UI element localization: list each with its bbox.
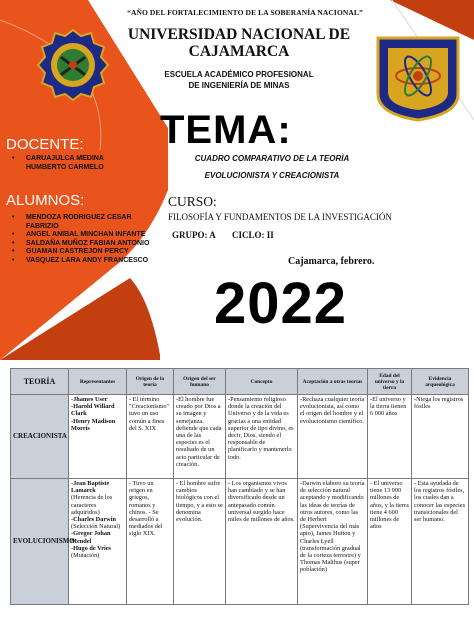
school-line-1: ESCUELA ACADÉMICO PROFESIONAL: [164, 70, 314, 79]
university-logo: [374, 34, 462, 122]
concept-cell: -Pensamiento religioso donde la creación del Universo y de la vida es gracias a una entidad superior de tipo divino, es decir, Dios, siendo el responsable de planificarlo y mantenerlo todo.: [226, 395, 298, 479]
origin-cell: - Tuvo un origen en griegos, romanos y chinos. - Se desarrolló a mediados del siglo XIX.: [127, 479, 174, 605]
table-row: [11, 395, 469, 479]
tema-heading: TEMA:: [160, 108, 292, 152]
mining-school-logo: [36, 28, 110, 102]
motto: “AÑO DEL FORTALECIMIENTO DE LA SOBERANÍA NACIONAL”: [127, 8, 363, 17]
representatives-cell: -Jean Baptiste Lamarck (Herencia de los caracteres adquiridos) -Charles Darwin (Selección Natural) -Gregor Johan Mendel -Hugo de Vries (Mutación): [69, 479, 127, 605]
acceptance-cell: -Rechaza cualquier teoría evolucionista, así como el origen del hombre y el evolucionismo científico.: [298, 395, 368, 479]
curso-name: FILOSOFÍA Y FUNDAMENTOS DE LA INVESTIGACIÓN: [168, 212, 392, 222]
representatives-cell: -Jhames User -Harold Willard Clark -Henry Madison Morris: [69, 395, 127, 479]
header-representantes: Representantes: [69, 369, 127, 395]
school-line-2: DE INGENIERÍA DE MINAS: [188, 81, 290, 90]
topic-line-1: CUADRO COMPARATIVO DE LA TEORÌA: [194, 154, 350, 163]
grupo: GRUPO: A: [172, 230, 216, 240]
acceptance-cell: -Darwin elaboro su teoría de selección natural aceptando y modificando las ideas de teorías de otros autores, como las de Herbert (Supervivencia del más apto), James Hutton y Charles Lyell (transformación gradual de la corteza terrestre) y Thomas Malthus (super población): [298, 479, 368, 605]
header-teoria: TEORÍA: [11, 369, 69, 395]
ciclo: CICLO: II: [232, 230, 274, 240]
city-date: Cajamarca, febrero.: [288, 256, 375, 267]
docente-item: HUMBERTO CARMELO: [26, 163, 104, 171]
age-cell: - El universo tiene 13 000 millones de años, y la tierra tiene 4 600 millones de años: [368, 479, 412, 605]
alumno-item: • VASQUEZ LARA ANDY FRANCESCO: [12, 256, 149, 264]
human-origin-cell: - El hombre sufre cambios biológicos con el tiempo, y a esto se denomina evolución.: [174, 479, 226, 605]
header-edad-universo: Edad del universo y la tierra: [368, 369, 412, 395]
theory-name: CREACIONISTA: [11, 395, 69, 479]
topic-line-2: EVOLUCIONISTA Y CREACIONISTA: [204, 171, 340, 180]
docente-heading: DOCENTE:: [6, 136, 84, 153]
age-cell: -El universo y la tierra tienen 6 000 años: [368, 395, 412, 479]
year: 2022: [214, 271, 348, 336]
header-origen-ser-humano: Origen del ser humano: [174, 369, 226, 395]
header-evidencia: Evidencia arqueológica: [412, 369, 469, 395]
docente-list: [12, 155, 142, 172]
theory-name: EVOLUCIONISMO: [11, 479, 69, 605]
topic: [172, 150, 372, 184]
header-aceptacion: Aceptación a otras teorías: [298, 369, 368, 395]
school-name: [128, 69, 350, 91]
alumno-item: • SALDAÑA MUÑOZ FABIAN ANTONIO: [12, 239, 150, 247]
alumnos-heading: ALUMNOS:: [6, 192, 85, 209]
table-header-row: [11, 369, 469, 395]
header-origen-teoria: Origen de la teoría: [127, 369, 174, 395]
human-origin-cell: -El hombre fue creado por Dios a su imagen y semejanza. defiende que cada una de las especies es el resultado de un acto particular de creación.: [174, 395, 226, 479]
curso-heading: CURSO:: [168, 194, 217, 209]
alumno-item: • GUAMAN CASTREJON PERCY: [12, 248, 129, 255]
alumnos-list: [12, 214, 172, 265]
concept-cell: - Los organismos vivos han cambiado y se han diversificado desde un antepasado común universal surgido hace miles de millones de años.: [226, 479, 298, 605]
table-row: [11, 479, 469, 605]
evidence-cell: - Esta ayudada de los registros fósiles, los cuales dan a conocer las especies transicionales del ser humano.: [412, 479, 469, 605]
alumno-item: FABRIZIO: [26, 222, 59, 230]
origin-cell: - El término "Creacionismo" tuvo un uso común a fines del S. XIX: [127, 395, 174, 479]
alumno-item: • ANGEL ANIBAL MINCHAN INFANTE: [12, 231, 146, 238]
university-name: UNIVERSIDAD NACIONAL DE CAJAMARCA: [127, 26, 351, 60]
evidence-cell: -Niega los registros fósiles: [412, 395, 469, 479]
comparison-table: [10, 368, 469, 605]
docente-item: • CARUAJULCA MEDINA: [12, 155, 104, 162]
header-concepto: Concepto: [226, 369, 298, 395]
alumno-item: • MENDOZA RODRIGUEZ CESAR: [12, 214, 132, 221]
